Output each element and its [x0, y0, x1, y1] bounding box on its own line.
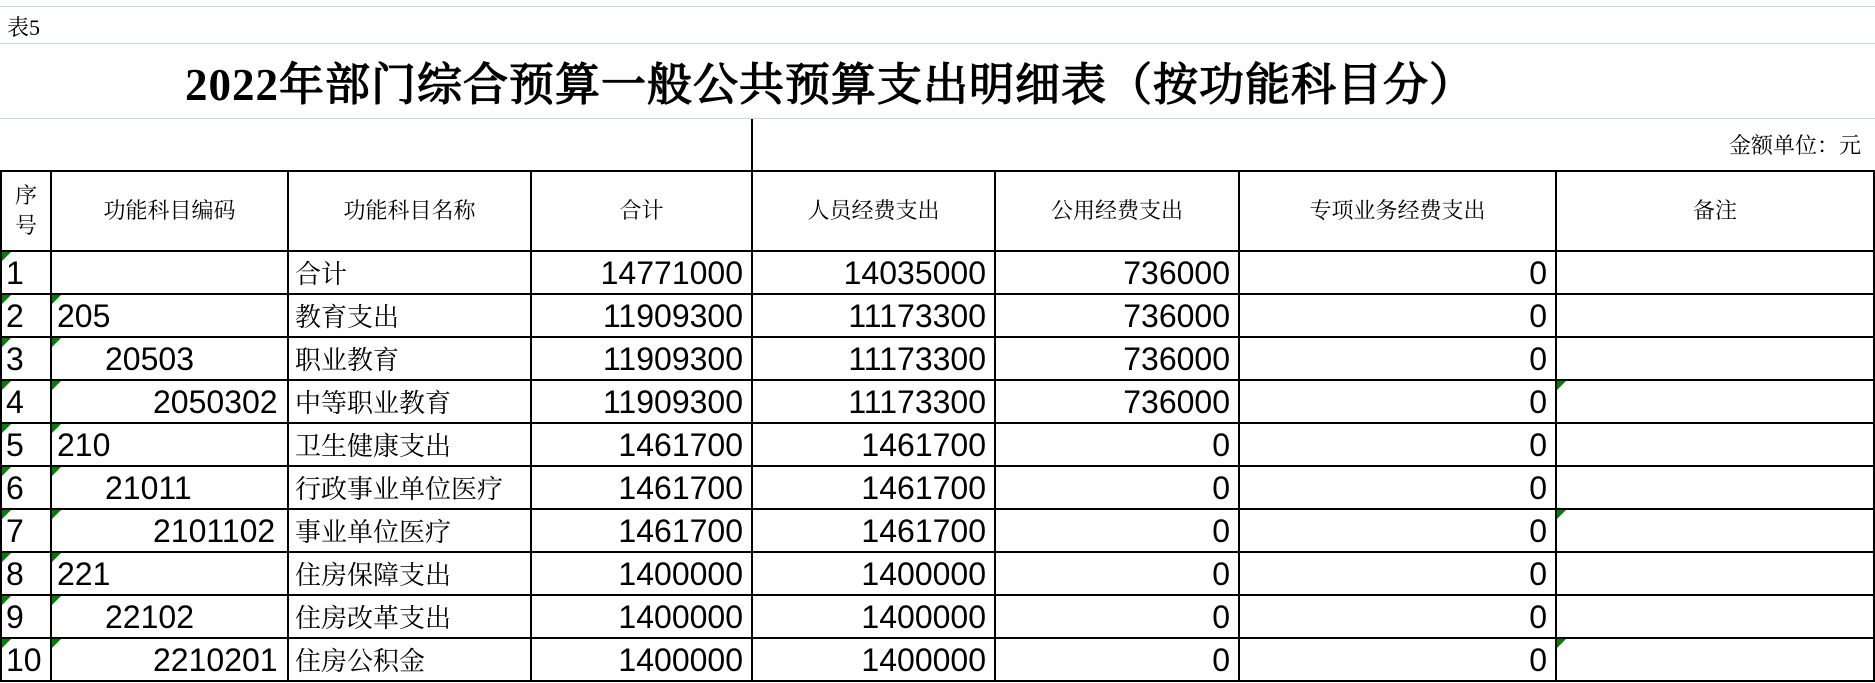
cell-text: 14035000 [843, 254, 986, 291]
cell-text: 1461700 [618, 469, 743, 506]
stored-as-text-warning-icon [2, 510, 11, 519]
cell-text: 0 [1529, 641, 1547, 678]
cell-name-row8[interactable] [289, 553, 532, 596]
cell-public-row7[interactable] [996, 510, 1240, 553]
stored-as-text-warning-icon [2, 639, 11, 648]
cell-total-row5[interactable] [532, 424, 753, 467]
stored-as-text-warning-icon [52, 596, 61, 605]
cell-text: 1461700 [618, 512, 743, 549]
cell-remark-row10[interactable] [1557, 639, 1875, 682]
cell-public-row2[interactable] [996, 295, 1240, 338]
cell-text: 1461700 [861, 512, 986, 549]
cell-text: 0 [1212, 598, 1230, 635]
cell-code-row7[interactable] [52, 510, 289, 553]
cell-remark-row2[interactable] [1557, 295, 1875, 338]
cell-total-row6[interactable] [532, 467, 753, 510]
cell-text: 0 [1212, 512, 1230, 549]
stored-as-text-warning-icon [52, 381, 61, 390]
cell-text: 21011 [105, 469, 192, 506]
stored-as-text-warning-icon [1557, 510, 1566, 519]
col-header-personnel[interactable]: 人员经费支出 [753, 172, 996, 252]
stored-as-text-warning-icon [52, 295, 61, 304]
cell-personnel-row1[interactable] [753, 252, 996, 295]
cell-personnel-row4[interactable] [753, 381, 996, 424]
stored-as-text-warning-icon [2, 424, 11, 433]
cell-text: 合计 [295, 260, 348, 289]
stored-as-text-warning-icon [52, 338, 61, 347]
cell-remark-row7[interactable] [1557, 510, 1875, 553]
cell-text: 8 [6, 555, 24, 592]
cell-name-row5[interactable] [289, 424, 532, 467]
page-title: 2022年部门综合预算一般公共预算支出明细表（按功能科目分） [184, 60, 1475, 110]
cell-personnel-row5[interactable] [753, 424, 996, 467]
cell-text: 22102 [105, 598, 194, 635]
cell-public-row9[interactable] [996, 596, 1240, 639]
cell-public-row1[interactable] [996, 252, 1240, 295]
cell-total-row10[interactable] [532, 639, 753, 682]
cell-name-row9[interactable] [289, 596, 532, 639]
stored-as-text-warning-icon [2, 596, 11, 605]
cell-text: 住房公积金 [295, 647, 426, 676]
cell-text: 11173300 [848, 297, 986, 334]
cell-personnel-row6[interactable] [753, 467, 996, 510]
cell-seq-row9[interactable] [2, 596, 52, 639]
cell-text: 14771000 [600, 254, 743, 291]
cell-text: 4 [6, 383, 24, 420]
cell-seq-row2[interactable] [2, 295, 52, 338]
stored-as-text-warning-icon [52, 510, 61, 519]
cell-special-row3[interactable] [1240, 338, 1557, 381]
stored-as-text-warning-icon [1557, 639, 1566, 648]
cell-text: 事业单位医疗 [295, 518, 452, 547]
cell-text: 教育支出 [295, 303, 400, 332]
cell-public-row10[interactable] [996, 639, 1240, 682]
cell-public-row5[interactable] [996, 424, 1240, 467]
cell-personnel-row10[interactable] [753, 639, 996, 682]
cell-text: 0 [1529, 512, 1547, 549]
cell-text: 1400000 [618, 598, 743, 635]
cell-code-row10[interactable] [52, 639, 289, 682]
cell-text: 11173300 [848, 340, 986, 377]
cell-personnel-row2[interactable] [753, 295, 996, 338]
stored-as-text-warning-icon [52, 467, 61, 476]
cell-seq-row4[interactable] [2, 381, 52, 424]
cell-special-row7[interactable] [1240, 510, 1557, 553]
stored-as-text-warning-icon [52, 639, 61, 648]
cell-text: 1461700 [861, 469, 986, 506]
cell-text: 0 [1212, 426, 1230, 463]
cell-text: 0 [1529, 297, 1547, 334]
cell-text: 20503 [105, 340, 194, 377]
cell-seq-row1[interactable] [2, 252, 52, 295]
cell-special-row2[interactable] [1240, 295, 1557, 338]
cell-personnel-row7[interactable] [753, 510, 996, 553]
sheet-label: 表5 [7, 15, 41, 40]
col-header-remark[interactable]: 备注 [1557, 172, 1875, 252]
cell-text: 0 [1529, 598, 1547, 635]
cell-remark-row1[interactable] [1557, 252, 1875, 295]
cell-text: 11909300 [603, 340, 743, 377]
unit-note: 金额单位：元 [1728, 132, 1861, 158]
col-header-name[interactable]: 功能科目名称 [289, 172, 532, 252]
cell-remark-row3[interactable] [1557, 338, 1875, 381]
cell-text: 0 [1529, 254, 1547, 291]
cell-personnel-row9[interactable] [753, 596, 996, 639]
cell-text: 11909300 [603, 297, 743, 334]
stored-as-text-warning-icon [2, 381, 11, 390]
cell-text: 7 [6, 512, 24, 549]
cell-text: 5 [6, 426, 24, 463]
cell-name-row2[interactable] [289, 295, 532, 338]
cell-text: 0 [1529, 469, 1547, 506]
cell-text: 1461700 [861, 426, 986, 463]
cell-text: 1400000 [618, 555, 743, 592]
cell-special-row4[interactable] [1240, 381, 1557, 424]
cell-total-row3[interactable] [532, 338, 753, 381]
stored-as-text-warning-icon [2, 553, 11, 562]
cell-text: 1400000 [618, 641, 743, 678]
cell-code-row9[interactable] [52, 596, 289, 639]
cell-text: 住房保障支出 [295, 561, 452, 590]
col-header-code[interactable]: 功能科目编码 [52, 172, 289, 252]
cell-code-row8[interactable] [52, 553, 289, 596]
cell-remark-row5[interactable] [1557, 424, 1875, 467]
cell-text: 10 [6, 641, 42, 678]
cell-text: 卫生健康支出 [295, 432, 452, 461]
cell-name-row1[interactable] [289, 252, 532, 295]
cell-total-row2[interactable] [532, 295, 753, 338]
cell-text: 行政事业单位医疗 [295, 475, 504, 504]
cell-text: 1400000 [861, 641, 986, 678]
gridline-top [0, 6, 1875, 7]
cell-remark-row4[interactable] [1557, 381, 1875, 424]
cell-name-row4[interactable] [289, 381, 532, 424]
cell-remark-row9[interactable] [1557, 596, 1875, 639]
cell-text: 1 [6, 254, 24, 291]
cell-special-row6[interactable] [1240, 467, 1557, 510]
cell-text: 3 [6, 340, 24, 377]
cell-text: 2 [6, 297, 24, 334]
cell-name-row3[interactable] [289, 338, 532, 381]
cell-seq-row6[interactable] [2, 467, 52, 510]
cell-special-row10[interactable] [1240, 639, 1557, 682]
col-header-seq[interactable]: 序号 [2, 172, 52, 252]
col-header-total[interactable]: 合计 [532, 172, 753, 252]
cell-total-row9[interactable] [532, 596, 753, 639]
cell-total-row4[interactable] [532, 381, 753, 424]
cell-text: 0 [1212, 469, 1230, 506]
stored-as-text-warning-icon [2, 252, 11, 261]
cell-text: 2101102 [153, 512, 276, 549]
cell-code-row5[interactable] [52, 424, 289, 467]
cell-text: 9 [6, 598, 24, 635]
cell-text: 0 [1212, 641, 1230, 678]
cell-text: 中等职业教育 [295, 389, 452, 418]
cell-text: 1461700 [618, 426, 743, 463]
cell-seq-row5[interactable] [2, 424, 52, 467]
cell-text: 住房改革支出 [295, 604, 452, 633]
stored-as-text-warning-icon [2, 338, 11, 347]
col-header-public[interactable]: 公用经费支出 [996, 172, 1240, 252]
cell-code-row3[interactable] [52, 338, 289, 381]
cell-text: 0 [1212, 555, 1230, 592]
cell-text: 1400000 [861, 555, 986, 592]
cell-special-row9[interactable] [1240, 596, 1557, 639]
cell-remark-row6[interactable] [1557, 467, 1875, 510]
cell-text: 2210201 [153, 641, 278, 678]
stored-as-text-warning-icon [2, 467, 11, 476]
cell-seq-row10[interactable] [2, 639, 52, 682]
cell-code-row2[interactable] [52, 295, 289, 338]
col-header-special[interactable]: 专项业务经费支出 [1240, 172, 1557, 252]
cell-text: 6 [6, 469, 24, 506]
cell-seq-row3[interactable] [2, 338, 52, 381]
cell-special-row5[interactable] [1240, 424, 1557, 467]
cell-public-row4[interactable] [996, 381, 1240, 424]
cell-special-row8[interactable] [1240, 553, 1557, 596]
cell-text: 0 [1529, 340, 1547, 377]
cell-text: 职业教育 [295, 346, 400, 375]
cell-text: 0 [1529, 555, 1547, 592]
cell-seq-row8[interactable] [2, 553, 52, 596]
cell-public-row8[interactable] [996, 553, 1240, 596]
cell-text: 1400000 [861, 598, 986, 635]
cell-text: 11909300 [603, 383, 743, 420]
cell-personnel-row8[interactable] [753, 553, 996, 596]
unit-note-row [0, 118, 1875, 170]
cell-special-row1[interactable] [1240, 252, 1557, 295]
cell-text: 210 [57, 426, 111, 463]
cell-name-row6[interactable] [289, 467, 532, 510]
cell-total-row1[interactable] [532, 252, 753, 295]
cell-code-row1[interactable] [52, 252, 289, 295]
cell-text: 221 [57, 555, 111, 592]
cell-personnel-row3[interactable] [753, 338, 996, 381]
cell-name-row7[interactable] [289, 510, 532, 553]
cell-text: 11173300 [848, 383, 986, 420]
stored-as-text-warning-icon [1557, 381, 1566, 390]
cell-text: 205 [57, 297, 111, 334]
cell-total-row7[interactable] [532, 510, 753, 553]
stored-as-text-warning-icon [52, 424, 61, 433]
cell-public-row3[interactable] [996, 338, 1240, 381]
cell-text: 736000 [1123, 297, 1230, 334]
stored-as-text-warning-icon [52, 553, 61, 562]
cell-total-row8[interactable] [532, 553, 753, 596]
cell-text: 736000 [1123, 383, 1230, 420]
budget-table [0, 170, 1875, 682]
cell-seq-row7[interactable] [2, 510, 52, 553]
cell-public-row6[interactable] [996, 467, 1240, 510]
title-row [0, 43, 1660, 118]
cell-border-segment [751, 119, 753, 170]
cell-text: 0 [1529, 383, 1547, 420]
cell-code-row6[interactable] [52, 467, 289, 510]
cell-code-row4[interactable] [52, 381, 289, 424]
cell-text: 0 [1529, 426, 1547, 463]
stored-as-text-warning-icon [2, 295, 11, 304]
cell-name-row10[interactable] [289, 639, 532, 682]
cell-text: 736000 [1123, 340, 1230, 377]
cell-remark-row8[interactable] [1557, 553, 1875, 596]
cell-text: 736000 [1123, 254, 1230, 291]
cell-text: 2050302 [153, 383, 278, 420]
